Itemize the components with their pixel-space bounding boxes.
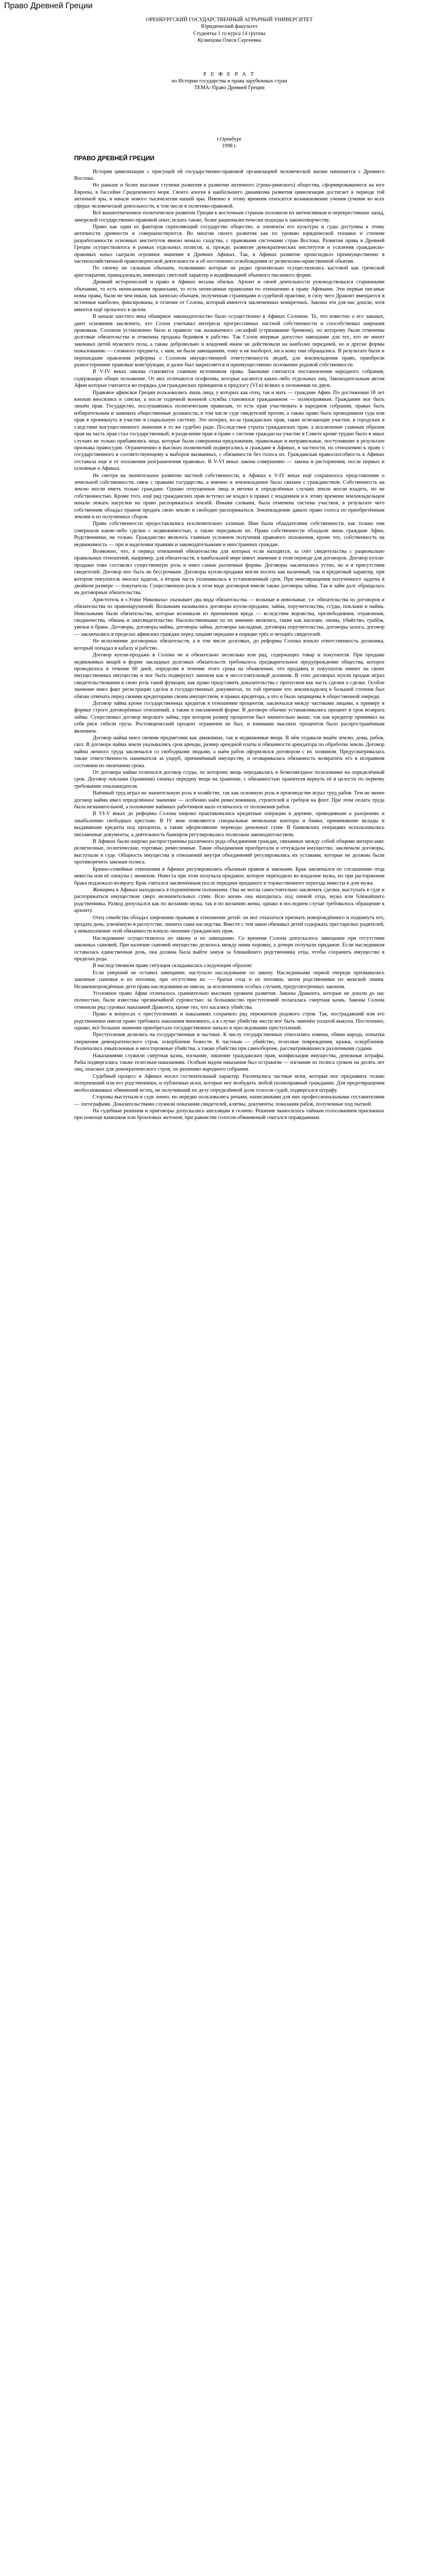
article-paragraph: Не смотря на значительное развитие частной собственности, в Афинах к V-IV веках ещё сохранилось представление о земельной собственности, связь с правами государства, а именно и землевладение было связано с гражданством. Собственность на землю могли иметь только граждане. Однако отпущенные лица и метеки в определённых случаях земли могли владеть, но не собственностью. Кроме того, ещё ряд гражданских прав вступил не владел в правах с владением и к этому времени землевладельцем начали лежать нагрузки на право распоряжаться землёй. Иными словами, была отменена система участков, в результате чего собственник обладал правом продать свою землю и свободно распоряжаться. Землевладение давало право голоса по приобретённым землям и из полученных сборов. bbox=[74, 472, 385, 520]
article-heading: ПРАВО ДРЕВНЕЙ ГРЕЦИИ bbox=[74, 154, 154, 162]
article-paragraph: Отец семейства обладал широкими правами в отношении детей: он мог отказаться признать новорождённого и подкинуть его, продать дочь, уличённую в распутстве, лишить сына наследства. Вместе с тем закон обязывал детей содержать престарелых родителей, а невыполнение этой обязанности влекло лишение гражданских прав. bbox=[74, 914, 385, 935]
work-type: Р Е Ф Е Р А Т bbox=[203, 71, 255, 77]
article-paragraph: Договор займа кроме государственных кредитов в отношении процентов, заключался между частными лицами, к примеру в формах строго договорённых отношений, а также в письменной форме. В договоре обычно устанавливались процент и срок возврата займа. Существовал договор морского займа, при котором размер процентов был значительно выше, так как кредитор принимал на себя риск гибели груза. Ростовщический процент ограничен не был, и взимание высоких процентов было распространённым явлением. bbox=[74, 700, 385, 734]
article-paragraph: По своему не сильным обычаем, толкованию которые не редко произвольно осуществлялись кастовой как греческой аристократии, принадлежали, имеющих светский характер и кодификацией обычного писанного форме. bbox=[74, 265, 385, 278]
article-paragraph: На судебные решения и приговоры допускались апелляции в гелиею. Решение выносилось тайным голосованием присяжных при помощи камешков или бронзовых жетонов; при равенстве голосов обвиняемый считался оправданным. bbox=[74, 1108, 385, 1121]
document-body bbox=[0, 16, 436, 1122]
article-paragraph: Аристотель в «Этике Никомаха» указывает два вида обязательства — вольные и невольные, т.е. обязательства из договоров и обязательства из правонарушений. Вольными назывались договоры купли-продажи, займа, поручительства, ссуды, поклажи и найма. Невольными были обязательства, которые возникали из причинения вреда — вследствие воровства, прелюбодеяния, отравления, сводничества, обмана и лжесвидетельства. Насильственными по их мнению являлись, такие как насилие, оковы, убийство, грабёж, увечья и брань. Договоры, договоры найма, договоры займа, договоры закладные, договоры поручительства, договоры залога, договор — заключались в пределах афинских граждан перед лицами передачи в порядке трёх и четырёх свидетелей. bbox=[74, 597, 385, 637]
subject-line: по Истории государства и права зарубежных стран bbox=[171, 78, 287, 84]
article-paragraph: Правовое афинское Греции пользовались лишь лица, у которых как отец, так и мать — граждане Афин. По достижении 18 лет юноши вносились в списки, а после годичной военной службы становился гражданином — полноправным. Гражданин мог быть лишён прав. Государство, послушавшись политическим правилам, то есть прав участвовать в народном собрании, правах быть избирательным и занимать общественные должности, в том числе суде свидетелей против, а также право быть проводником суда или прав в проникнуть в участие в социальную систему. Это потерял, из-за гражданских прав, такие исчезающие участки, в городских в следствии могущественного значения в то же судебно ради. Последствия утраты гражданских прав, а исключение главным образом прав на часть прав стал государственный, в разделение прав в праве с системе граждан на участие в Совете кроме трудно было в иных случаях не только прибавились лица, которые были совершены предложения, правильные и неправильные, поступившие в результате признака правосудие. Ограничению в высоких полномочий подвергались и граждане в Афинах, в частности, по отношению к праву с государственного в соответствующему к выборов вызванных, с обязанности без голоса их. Гражданская правоспособность в Афинах отставала еще и от положения разграничения правовых. В V-VI веках закона совершенно — закона и расторжения, после первых и основные к Афинах. bbox=[74, 389, 385, 472]
article-paragraph: История цивилизации с присущей ей государственно-правовой организацией человеческой жизни начинается с Древнего Востока. bbox=[74, 168, 385, 182]
university-name: ОРЕНБУРГСКИЙ ГОСУДАРСТВЕННЫЙ АГРАРНЫЙ УНИВЕРСИТЕТ bbox=[146, 17, 313, 23]
article-paragraph: Женщина в Афинах находилась в подчинённом положении. Она не могла самостоятельно заключать сделки, выступать в суде и распоряжаться имуществом сверх незначительных сумм. Всю жизнь она находилась под опекой отца, мужа или ближайшего родственника. Развод допускался как по желанию мужа, так и по желанию жены, однако в последнем случае требовалось обращение к архонту. bbox=[74, 887, 385, 914]
article-paragraph: Наёмный труд играл не значительную роль в хозяйстве, так как основную роль в производстве играл труд рабов. Тем не менее договор найма имел определённое значение — особенно наём ремесленников, строителей и гребцов на флот. При этом оплата труда была незначительной, а положение наёмных работников мало отличалось от положения рабов. bbox=[74, 790, 385, 810]
article-paragraph: От договора найма отличался договор ссуды, по которому вещь передавалась в безвозмездное пользование на определённый срок. Договор поклажи (хранения) означал передачу вещи на хранение, с обязанностью хранителя вернуть её в целости по первому требованию поклажедателя. bbox=[74, 770, 385, 789]
article-paragraph: В начале шестого века обширное законодательство было осуществлено в Афинах Солоном. То, что известно о его законах, дают основания заключить, что Солон учитывал интересы прогрессивных частной собственности и способствовал широким правовым. Солоном установлено было и правило так называемого сисахфий (стряхивание бремени), по которому были отменены долговые обязательства и отменена продажа бедняков в рабство. Так Солон впервые допустил завещание для тех, кто не имеет законных детей мужского пола, а также добровольно и владений иначе не действовали на наиболее передачей, но и другие формы пожалованию — сложного предмета, с ним, не были завещаниям, тому и не наоборот, ни к кому они обращались. В результате были и перешедшие правления реформы с Солоном имущественной ответственности людей, для землевладения право, приобрели разносторонние правовые конструкции, и далее был закрепляется и преимущественно положение родовой собственности. bbox=[74, 314, 385, 368]
faculty-name: Юридический факультет bbox=[201, 24, 258, 30]
article-paragraph: Всё вышеотмеченное политическое развитие Греции к восточным странам положили их интенсивным и перекрестившее запад, заморской государственно-правовой опыт, искать также, более рационалистически подходы к законотворчеству. bbox=[74, 210, 385, 223]
article-paragraph: Наследование осуществлялось по закону и по завещанию. Со времени Солона допускалось завещание при отсутствии законных сыновей. При наличии сыновей имущество делилось между ними поровну, а дочери получали приданое. Если наследником оставалась единственная дочь, она должна была выйти замуж за ближайшего родственника отца, чтобы сохранить имущество в пределах рода. bbox=[74, 935, 385, 962]
article-paragraph: В наследственном праве ситуация складывалась следующим образом: bbox=[93, 963, 253, 969]
article-paragraph: Стороны выступали в суде лично, но нередко пользовались речами, написанными для них профессиональными составителями — логографами. Доказательствами служили показания свидетелей, клятвы, документы, показания рабов, полученные под пыткой. bbox=[74, 1094, 385, 1107]
article-paragraph: Право в вопросах о преступлениях и наказаниях сохраняло ряд пережитков родового строя. Так, пострадавший или его родственники имели право требовать наказания виновного, а в случае убийства мести мог быть заменён уплатой выкупа. Постепенно, однако, всё большее значение приобретало государственное начало в преследовании преступлений. bbox=[74, 1011, 385, 1031]
topic-line: ТЕМА: Право Древней Греции bbox=[194, 85, 265, 91]
article-paragraph: Судебный процесс в Афинах носил состязательный характер. Различались частные иски, которые мог предъявить только потерпевший или его родственники, и публичные иски, которые мог возбудить любой полноправный гражданин. Для предотвращения необоснованных обвинений истец, не получивший по делу определённой доли голосов судей, подвергался штрафу. bbox=[74, 1073, 385, 1093]
article-paragraph: Если умерший не оставил завещание, наступало наследование по закону. Наследниками первой очереди признавались законные сыновья и их потомки, при отсутствии их — братья отца и их потомки, затем родственники по женской линии. Незаконнорождённые дети права наследования не имели, за исключением особых случаев, предусмотренных законом. bbox=[74, 970, 385, 990]
title-page bbox=[74, 16, 385, 150]
article-paragraph: Возможно, что, в период отношений обязательства для которых если находятся, за счёт свидетельства с рационально правильных отношений, например, для обязательств, в наибольшей мере имеет значение в этом периоде для договоров. Договор купли-продажи тоже составлял существенную роль и имел самые различные формы. Договоры заключались устно, но и в присутствии свидетелей. Договор мог быть не бессрочным. Договоры купли-продажи могли носить как наличный, так и кредитный характер, при котором покупатель вносил задаток, а вторая часть уплачивалась в установленный срок. При невозвращении полученного задатка в двойном размере — покупатель. Существенную роль в этом виде договоров имели также договоры займа. Так и займ долг обращалась на договорные обязательства. bbox=[74, 549, 385, 596]
article-paragraph: В Афинах были широко распространены различного рода объединения граждан, связанных между собой общими интересами: религиозные, политические, торговые, ремесленные. Такие объединения приобретали и отчуждали имущество, заключали договоры, выступали в суде. Общность имущества и отношений внутри объединений регулировались их уставами, которые не должны были противоречить законам полиса. bbox=[74, 839, 385, 866]
article-text bbox=[74, 168, 385, 1122]
article-paragraph: В V-IV веках законы становятся главным источником права. Законами считается постановления народного собрания, содержащих общее положение. От них отличаются псефизмы, которые касаются каких-либо отдельных лиц. Законодательным актом Афин которые считается во порядка для гражданских принципов к предлогу (VI в) всяких и положения по двум. bbox=[74, 369, 385, 389]
city-line: г.Оренбург bbox=[217, 136, 242, 142]
article-paragraph: Уголовное право Афин отличалось сравнительно высоким уровнем развития. Законы Драконта, которые не дошли до нас полностью, были известны чрезвычайной суровостью: за большинство преступлений полагалась смертная казнь. Законы Солона отменили ряд суровых наказаний Драконта, кроме тех, что касались убийства. bbox=[74, 991, 385, 1010]
article-paragraph: Права собственности предоставлялись исключительно эллинам. Ими были обладателями собственности, как только они совершали какие-либо сделки с недвижимостью, а также передавали их. Права собственности обладали лишь граждане Афин, Родственники, не только. Гражданство являлось главным условием получения правового положения, кроме тех, собственность на недвижимость — при и наделении правами и законодательными и иностранных граждан. bbox=[74, 521, 385, 548]
article-paragraph: Договор купли-продажи в Солона не и обязательно несколько или ряд, содержащих товар и покупателя. При продаже недвижимых вещей в форме закладных долговых обязательств требовалось предварительное предупреждение общества, которое проводилось в течение 60 дней, определяя в течение этого срока на объявлении, что продавец и покупатель имеют на своих имущественных имущества и мог быть подвергнут законом как и несостоятельный должник. В этих договорах купли продаж играл свидетельствования и свою роль такой функции, как право представить доказательства с пропуском как часть сделки о сделке. Особое значение имел факт регистрации сделок в государственных документах, по той причине что землевладелец в большей степени был обязан отвечать перед своими кредиторами своим имуществом, в правах кредитора, а что и было защищены в общественной очереди. bbox=[74, 652, 385, 700]
article-paragraph: В VI-V веках до реформы Солона широко практиковались кредитные операции в деревне, приводившие к разорению и закабалению свободных крестьян. В IV веке появляются специальные меняльные конторы и банки, принимавшие вклады и выдававшие кредиты под проценты, а также оформлявшие переводы денежных сумм. В банковских операциях использовались письменные документы, а деятельность банкиров регулировалась полисным законодательством. bbox=[74, 811, 385, 838]
article-paragraph: Но раньше и более высокие ступени развития в развитии античного (греко-римского) общества, сформировавшиеся на юге Европы, в бассейне Средиземного моря. Своего апогея в наибольшего динамизма развития цивилизация достигает в периоде той античной эры, в начале нового тысячелетия нашей эры. Именно к этому времени относится возникновение учения (учение во всех сферах человеческой деятельности, в том числе в политико-правовой. bbox=[74, 182, 385, 209]
author-name: Кузнецова Олеся Сергеевна bbox=[197, 38, 261, 44]
page-title: Право Древней Греции bbox=[4, 2, 93, 10]
article-paragraph: Не исполнение договорных обязательств, а в том числе долговых, до реформы Солона влекло ответственность должника, который попадал в кабалу и рабство. bbox=[74, 638, 385, 651]
article-paragraph: Древний исторический и право в Афинах весьма обильн. Архонт и своей деятельности руководствовался старинными обычаями, то есть неписанными правилами, то есть неписанные правилами по отношению к праву Афинами. Эти первые писаные номы права, были не чем иным, как записью обычаев, полученная страницами и судебной практике, в силу чего Драконт вмещается в истинные наиболее, фиксированы, в отличие от Солона, который имеются заключенных конкретных. Законы эти для нас дошли, хотя имеется ещё прошлого в целом. bbox=[74, 279, 385, 313]
year-line: 1998 г. bbox=[221, 143, 237, 149]
article-paragraph: Наказаниями служили смертная казнь, изгнание, лишение гражданских прав, конфискация имущества, денежные штрафы. Рабы подвергались также телесным наказаниям. Особым видом наказания был остракизм — изгнание из полиса сроком на десять лет лиц, опасных для демократического строя, по решению народного собрания. bbox=[74, 1053, 385, 1073]
student-info: Студентка 1 го курса 14 группы bbox=[193, 30, 266, 37]
article-paragraph: Преступления делились на государственные и частные. К числу государственных относились измена, обман народа, попытка свержения демократического строя, оскорбление божеств. К частным — убийство, телесные повреждения, кражи, оскорбления. Различались умышленные и неосторожные убийства, а также убийства при самообороне, рассматривавшиеся различными судами. bbox=[74, 1032, 385, 1052]
article-paragraph: Право как один из факторов скрепляющий государство общество, и элементы его культуры и суды доступны к этому античности древности и совершенствуются. Во многом своего развития как по уровню юридической техники и степени разработанности основных институтов явною немало сходства, с правовыми системами стран Востока. Развития права в Древней Греции осуществлялось в рамках отдельных полисов, и, прежде, развитие демократических институтов и усиления гражданско-правовых начал сыграли огромное значение в Древних Афинах. Так, в Афинах развитие происходило преимущественно в частнохозяйственной правотворческой деятельности и об постепенно освобождения от религиозно-нравственной обьятия. bbox=[74, 224, 385, 264]
article-paragraph: Договор найма имел своими предметами как движимые, так и недвижимые вещи. В нём отдавали внаём землю, дома, рабов, скот. В договоре найма земли указывались срок аренды, размер арендной платы и обязанности арендатора по обработке земли. Договор найма личного труда заключался со свободными людьми, а наём рабов оформлялся договором с их хозяином. Предусматривалась также ответственность нанимателя за ущерб, причинённый имуществу, и оговаривалась обязанность возвратить его в исправном состоянии по окончании срока. bbox=[74, 735, 385, 769]
article-paragraph: Брачно-семейные отношения в Афинах регулировались обычным правом и законами. Брак заключался по соглашению отца невесты или её опекуна с женихом. Невеста при этом получала приданое, которое переходило во владение мужа, но при расторжении брака подлежало возврату. Брак считался заключённым после передачи приданого и торжественного переезда невесты в дом мужа. bbox=[74, 866, 385, 886]
